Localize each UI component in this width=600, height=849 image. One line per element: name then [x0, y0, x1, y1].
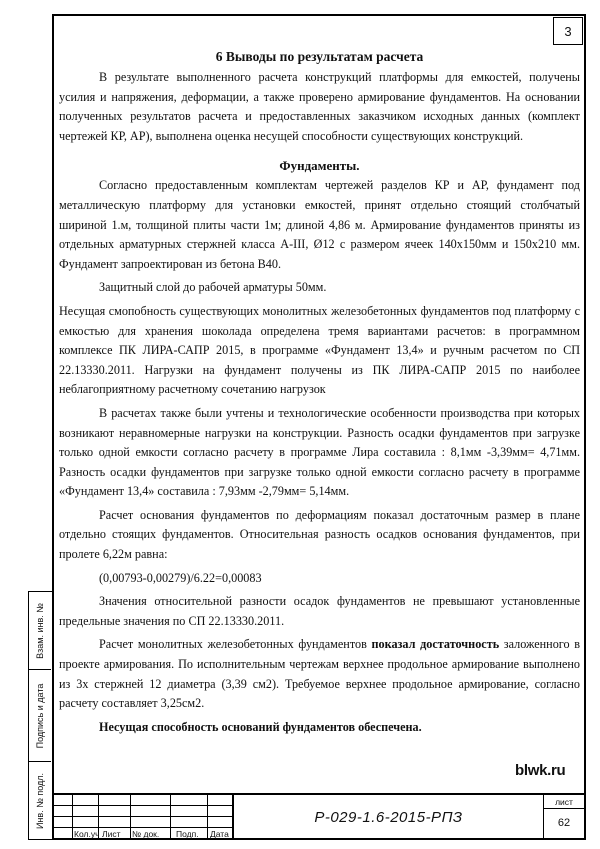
- side-stamp-column: [28, 591, 52, 840]
- side-cell-inventory: [29, 762, 51, 839]
- side-cell-signature: [29, 670, 51, 762]
- intro-paragraph: В результате выполненного расчета конструкций платформы для емкостей, получены усилия и напряжения, деформации, а также проверено армирование фундаментов. На основании полученных результатов расчета и предоставленных заказчиком исходных данных (комплект чертежей КР, АР), выполнена оценка несущей способности существующих конструкций.: [59, 70, 580, 143]
- paragraph-deformation-calc: Расчет основания фундаментов по деформациям показал достаточным размер в плане отдельно стоящих фундаментов. Относительная разность осадков основания фундаментов, при пролете 6,22м равна:: [59, 507, 580, 562]
- stamp-col-sheet: Лист: [102, 829, 121, 839]
- side-cell-replacement: [29, 592, 51, 670]
- paragraph-protective-layer: Защитный слой до рабочей арматуры 50мм.: [99, 280, 327, 295]
- grid-line: [130, 795, 131, 840]
- formula: (0,00793-0,00279)/6.22=0,00083: [99, 570, 262, 585]
- paragraph-reinforcement: [59, 635, 580, 713]
- sheet-cell: [544, 795, 584, 840]
- section-heading: 6 Выводы по результатам расчета: [215, 49, 424, 64]
- page-number-box: 3: [553, 17, 583, 45]
- grid-line: [52, 816, 232, 817]
- subsection-heading: Фундаменты.: [279, 158, 360, 174]
- paragraph-bearing-capacity: Несущая смопобность существующих монолитных железобетонных фундаментов под платформу с емкостью для хранения шоколада определена тремя вариантами расчетов: в программном комплексе ПК ЛИРА-САПР 2015, в программе «Фундамент 13,4» и ручным расчетом по СП 22.13330.2011. Нагрузки на фундамент получены из ПК ЛИРА-САПР 2015 по наиболее неблагоприятному расчетному сочетанию нагрузок: [59, 303, 580, 397]
- side-label-signature: Подпись и дата: [35, 683, 45, 748]
- side-label-inventory: Инв. № подл.: [35, 772, 45, 829]
- watermark: blwk.ru: [515, 762, 566, 779]
- grid-line: [170, 795, 171, 840]
- grid-line: [207, 795, 208, 840]
- sheet-divider: [544, 808, 584, 809]
- document-body: [59, 46, 580, 737]
- paragraph-settlement-difference: В расчетах также были учтены и технологические особенности производства при которых возникают неравномерные нагрузки на конструкции. Разность осадки фундаментов при загрузке только одной емкости согласно расчету в программе Лира составила : 8,1мм -3,39мм= 4,71мм. Разность осадки фундаментов при загрузке только одной емкости согласно расчету в программе «Фундамент 13,4» составила : 7,93мм -2,79мм= 5,14мм.: [59, 405, 580, 499]
- sheet-number: 62: [557, 817, 571, 829]
- sheet-label: лист: [555, 797, 573, 807]
- grid-line: [52, 827, 232, 828]
- reinforcement-text-end: заложенного в проекте армирования. По исполнительным чертежам верхнее продольное армирование выполнено из 3х стержней 12 диаметра (3,39 см2). Требуемое верхнее продольное армирование, согласно расчету составляет 3,25см2.: [59, 637, 580, 711]
- side-label-replacement: Взам. инв. №: [35, 602, 45, 659]
- paragraph-relative-settlement: Значения относительной разности осадок фундаментов не превышают установленные предельные значения по СП 22.13330.2011.: [59, 594, 580, 628]
- paragraph-foundation-description: Согласно предоставленным комплектам чертежей разделов КР и АР, фундамент под металлическую платформу для установки емкостей, принят отдельно стоящий столбчатый шириной 1.м, толщиной плиты части 1м; длиной 4,86 м. Армирование фундаментов приняты из отдельных арматурных стержней класса А-III, Ø12 с размером ячеек 140х150мм и 150х210 мм. Фундамент запроектирован из бетона В40.: [59, 178, 580, 271]
- document-code: Р-029-1.6-2015-РПЗ: [232, 795, 544, 840]
- title-block: [52, 793, 586, 840]
- stamp-col-doc-number: № док.: [132, 829, 160, 839]
- stamp-col-change-count: Кол.уч: [74, 829, 100, 839]
- grid-line: [72, 795, 73, 840]
- conclusion: Несущая способность оснований фундаментов обеспечена.: [99, 719, 422, 734]
- reinforcement-emphasis: показал достаточность: [371, 637, 500, 652]
- reinforcement-text-start: Расчет монолитных железобетонных фундаментов: [99, 637, 372, 652]
- grid-line: [52, 805, 232, 806]
- stamp-col-date: Дата: [210, 829, 229, 839]
- stamp-col-signature: Подп.: [176, 829, 199, 839]
- revision-grid: [52, 795, 232, 840]
